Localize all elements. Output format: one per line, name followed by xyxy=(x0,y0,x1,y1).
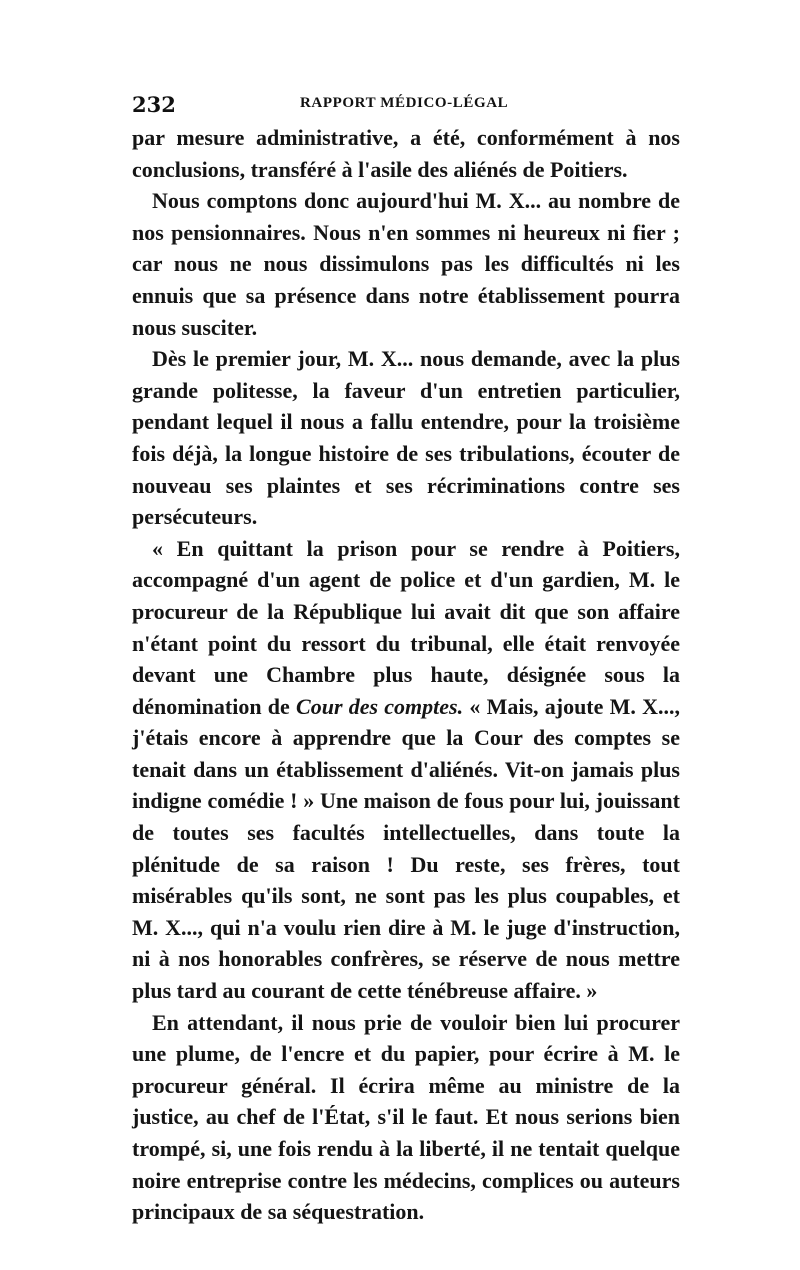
quotation-text-start: « En quittant la prison pour se rendre à Poitiers, accompagné d'un agent de police et d'un gardien, M. le procureur de la République lui avait dit que son affaire n'étant point du ressort du tribunal, elle était renvoyée devant une Chambre plus haute, désignée sous la dénomination de xyxy=(132,535,680,719)
paragraph-pensionnaires: Nous comptons donc aujourd'hui M. X... au nombre de nos pensionnaires. Nous n'en sommes ni heureux ni fier ; car nous ne nous dissimulons pas les difficultés ni les ennuis que sa présence dans notre établissement pourra nous susciter. xyxy=(132,188,680,340)
quotation-italic-term: Cour des comptes. xyxy=(296,693,464,719)
paragraph-en-attendant: En attendant, il nous prie de vouloir bien lui procurer une plume, de l'encre et du papier, pour écrire à M. le procureur général. Il écrira même au ministre de la justice, au chef de l'État, s'il le faut. Et nous serions bien trompé, si, une fois rendu à la liberté, il ne tentait quelque noire entreprise contre les médecins, complices ou auteurs principaux de sa séquestration. xyxy=(132,1009,680,1225)
body-text xyxy=(132,122,680,1228)
running-head xyxy=(132,92,680,118)
quotation-text-end: « Mais, ajoute M. X..., j'étais encore à apprendre que la Cour des comptes se tenait dans un établissement d'aliénés. Vit-on jamais plus indigne comédie ! » Une maison de fous pour lui, jouissant de toutes ses facultés intellectuelles, dans toute la plénitude de sa raison ! Du reste, ses frères, tout misérables qu'ils sont, ne sont pas les plus coupables, et M. X..., qui n'a voulu rien dire à M. le juge d'instruction, ni à nos honorables confrères, se réserve de nous mettre plus tard au courant de cette ténébreuse affaire. » xyxy=(132,693,680,1004)
paragraph-quotation xyxy=(132,533,680,1007)
running-title: RAPPORT MÉDICO-LÉGAL xyxy=(300,95,509,111)
paragraph-continuation: par mesure administrative, a été, conformément à nos conclusions, transféré à l'asile des aliénés de Poitiers. xyxy=(132,125,680,182)
page-number: 232 xyxy=(132,92,176,117)
paragraph-premier-jour: Dès le premier jour, M. X... nous demande, avec la plus grande politesse, la faveur d'un entretien particulier, pendant lequel il nous a fallu entendre, pour la troisième fois déjà, la longue histoire de ses tribulations, écouter de nouveau ses plaintes et ses récriminations contre ses persécuteurs. xyxy=(132,346,680,530)
